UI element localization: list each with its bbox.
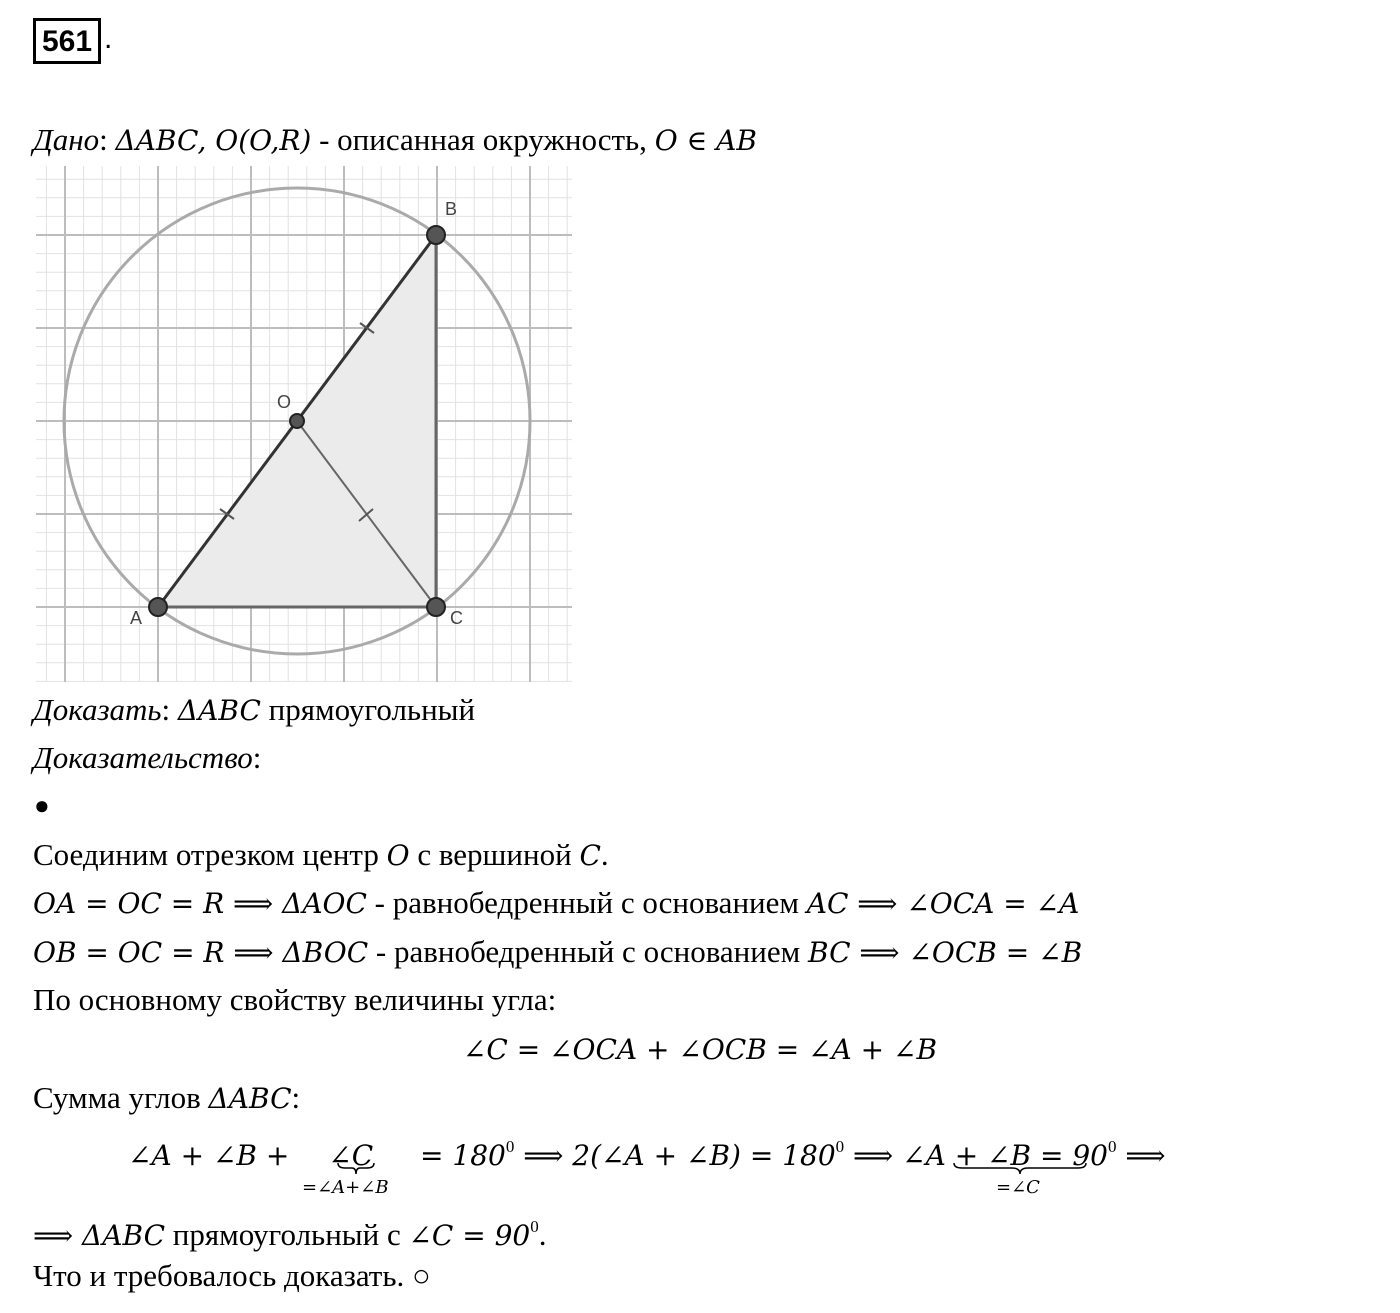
step-8-degree: 0 bbox=[530, 1217, 539, 1236]
prove-colon: : bbox=[161, 692, 178, 727]
step-6-math: ΔABC bbox=[208, 1082, 292, 1115]
step-8-math-a: ⟹ ΔABC bbox=[33, 1219, 166, 1252]
point-O bbox=[290, 414, 304, 428]
prove-text: прямоугольный bbox=[260, 692, 476, 727]
bullet: ● bbox=[34, 791, 50, 820]
step-3 bbox=[33, 932, 1082, 973]
step-5-math: ∠C = ∠OCA + ∠OCB = ∠A + ∠B bbox=[462, 1033, 938, 1066]
step-8 bbox=[33, 1207, 547, 1256]
step-1-math-a: O bbox=[386, 839, 410, 872]
step-6-text: Сумма углов bbox=[33, 1080, 209, 1115]
label-B: B bbox=[445, 199, 458, 219]
step-7-degree-3: 0 bbox=[1107, 1137, 1117, 1156]
step-4: По основному свойству величины угла: bbox=[33, 982, 557, 1017]
step-7-h: ⟹ bbox=[1116, 1139, 1166, 1172]
proof-label: Доказательство bbox=[33, 740, 253, 775]
step-7-degree-2: 0 bbox=[835, 1137, 845, 1156]
step-1-text-a: Соединим отрезком центр bbox=[33, 837, 387, 872]
step-5-equation bbox=[0, 1030, 1400, 1071]
geometry-figure bbox=[36, 166, 572, 682]
step-8-math-b: ∠C = 90 bbox=[408, 1219, 531, 1252]
step-2-math-b: AC ⟹ ∠OCA = ∠A bbox=[806, 887, 1080, 920]
given-math-triangle: ΔABC, O(O,R) bbox=[115, 124, 312, 157]
step-2-text: - равнобедренный с основанием bbox=[366, 885, 807, 920]
given-text: - описанная окружность, bbox=[311, 122, 655, 157]
problem-number-dot: . bbox=[104, 22, 113, 55]
problem-number: 561 bbox=[33, 18, 101, 64]
step-3-text: - равнобедренный с основанием bbox=[368, 934, 808, 969]
step-7-e: ⟹ bbox=[844, 1139, 903, 1172]
step-1-text-b: с вершиной bbox=[409, 837, 580, 872]
point-A bbox=[149, 598, 167, 616]
step-7-g: = 90 bbox=[1031, 1139, 1108, 1172]
point-B bbox=[427, 226, 445, 244]
step-3-math-b: BC ⟹ ∠OCB = ∠B bbox=[807, 936, 1083, 969]
step-2-math-a: OA = OC = R ⟹ ΔAOC bbox=[33, 887, 367, 920]
step-8-end: . bbox=[538, 1217, 547, 1252]
step-1-math-b: C bbox=[579, 839, 601, 872]
point-C bbox=[427, 598, 445, 616]
label-A: A bbox=[130, 608, 143, 628]
step-1-text-c: . bbox=[600, 837, 609, 872]
step-1 bbox=[33, 835, 609, 876]
underbrace-2-label: =∠C bbox=[996, 1177, 1040, 1198]
given-label: Дано bbox=[33, 122, 100, 157]
prove-label: Доказать bbox=[33, 692, 162, 727]
given-line bbox=[33, 120, 757, 161]
given-colon: : bbox=[99, 122, 116, 157]
step-7-a: ∠A + ∠B + bbox=[128, 1139, 299, 1172]
prove-line bbox=[33, 690, 475, 731]
step-7-b: = 180 bbox=[411, 1139, 506, 1172]
step-9: Что и требовалось доказать. ○ bbox=[33, 1258, 431, 1293]
step-6 bbox=[33, 1078, 300, 1119]
prove-math: ΔABC bbox=[177, 694, 261, 727]
label-O: O bbox=[277, 392, 292, 412]
step-6-colon: : bbox=[291, 1080, 301, 1115]
proof-heading bbox=[33, 738, 261, 778]
step-7-d: ⟹ 2(∠A + ∠B) = 180 bbox=[514, 1139, 836, 1172]
proof-colon: : bbox=[252, 740, 262, 775]
underbrace-1 bbox=[336, 1162, 376, 1176]
underbrace-2 bbox=[952, 1162, 1088, 1176]
step-7-angle-c: ∠C bbox=[328, 1139, 374, 1172]
step-2 bbox=[33, 883, 1079, 924]
step-8-text: прямоугольный с bbox=[165, 1217, 409, 1252]
step-3-math-a: OB = OC = R ⟹ ΔBOC bbox=[33, 936, 369, 969]
underbrace-1-label: =∠A+∠B bbox=[302, 1177, 389, 1198]
given-math-belongs: O ∈ AB bbox=[654, 124, 757, 157]
step-7-f: ∠A + ∠B bbox=[902, 1139, 1032, 1172]
label-C: C bbox=[450, 608, 463, 628]
step-7-degree-1: 0 bbox=[505, 1137, 515, 1156]
